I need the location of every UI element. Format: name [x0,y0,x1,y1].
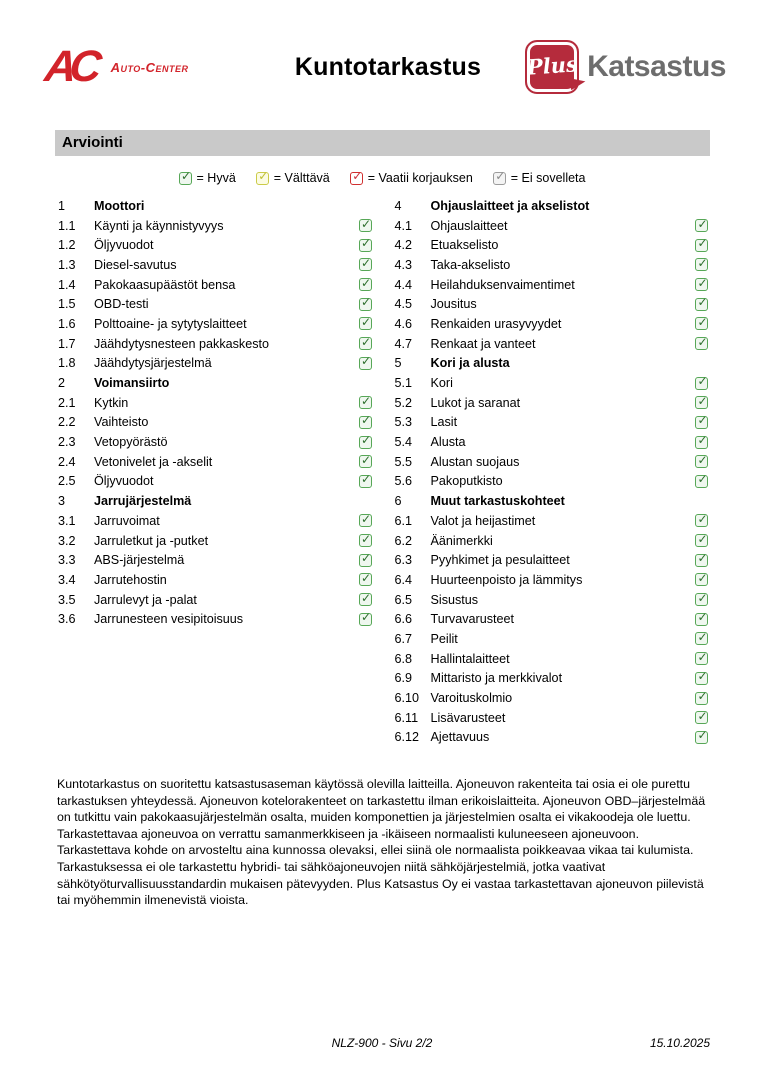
check-icon: ✓ [697,728,708,743]
item-number: 1.6 [58,316,76,331]
check-icon: ✓ [360,472,372,487]
checklist-row [58,314,374,334]
item-label: Heilahduksenvaimentimet [430,277,575,292]
status-checkbox-fair [256,169,269,185]
item-label: Jarruvoimat [94,513,160,528]
status-checkbox-good [359,590,372,606]
legend-label: = Ei sovelleta [510,171,586,185]
check-icon: ✓ [360,295,372,310]
checklist-column-right [395,196,711,747]
checklist-row [395,531,711,551]
page-header [42,36,726,98]
auto-center-logo-text: Auto-Center [110,59,189,75]
status-checkbox-good [695,669,708,685]
item-number: 3.5 [58,592,76,607]
checklist-row [395,314,711,334]
plus-badge-text: Plus [525,50,579,80]
item-label: Lukot ja saranat [430,395,521,410]
item-number: 1.8 [58,356,76,371]
status-checkbox-good [695,413,708,429]
check-icon: ✓ [360,255,372,270]
section-title: Kori ja alusta [430,356,510,371]
checklist-row [395,432,711,452]
status-checkbox-good [359,570,372,586]
item-number: 6.11 [394,710,419,725]
item-label: Polttoaine- ja sytytyslaitteet [94,316,247,331]
checklist-row [395,609,711,629]
auto-center-logo [42,42,245,91]
plus-badge-icon [525,40,579,94]
item-number: 6.1 [394,513,413,528]
checklist-row [58,216,374,236]
check-icon: ✓ [697,334,708,349]
check-icon: ✓ [697,708,708,723]
legend-label: = Välttävä [273,171,330,185]
checklist-row [58,550,374,570]
item-number: 5.4 [394,435,413,450]
status-checkbox-good [695,255,708,271]
check-icon: ✓ [360,511,372,526]
status-checkbox-good [695,314,708,330]
check-icon: ✓ [697,374,708,389]
checklist-row [395,235,711,255]
checklist-row [395,393,711,413]
item-label: Sisustus [430,592,479,607]
item-label: Taka-akselisto [430,257,511,272]
status-checkbox-good [359,610,372,626]
plus-katsastus-logo [525,40,726,94]
status-checkbox-good [359,413,372,429]
item-number: 6.6 [394,612,413,627]
check-icon: ✓ [360,354,372,369]
checklist-row [58,393,374,413]
disclaimer-text: Kuntotarkastus on suoritettu katsastusaseman käytössä olevilla laitteilla. Ajoneuvon rakenteita tai osia ei ole purettu tarkastuksen yhteydessä. Ajoneuvon kotelorakenteet on tarkastettu ilman erikoislaitteita. Ajoneuvon OBD–järjestelmää on tutkittu vain pakokaasujärjestelmän osalta, muiden komponettien ja järjestelmien osalta ei vikakoodeja ole luettu. Tarkastettavaa ajoneuvoa on verrattu samanmerkkiseen ja -ikäiseen normaalisti kuluneeseen ajoneuvoon. Tarkastettava kohde on arvosteltu aina kunnossa olevaksi, ellei siinä ole normaalista poikkeavaa vikaa tai kulumista. Tarkastuksessa ei ole tarkastettu hybridi- tai sähköajoneuvojen niitä sähköjärjestelmiä, jotka vaativat sähkötyöturvallisuusstandardin mukaisen pätevyyden. Plus Katsastus Oy ei vastaa tarkastettavan ajoneuvon piilevistä tai myöhemmin ilmenevistä vioista. [57,777,706,908]
status-checkbox-good [695,708,708,724]
checklist-row [58,413,374,433]
checklist-row [58,294,374,314]
check-icon: ✓ [697,393,708,408]
checklist-row [395,728,711,748]
item-label: Pyyhkimet ja pesulaitteet [430,553,570,568]
item-label: Ajettavuus [430,730,490,745]
section-row [58,373,374,393]
status-checkbox-good [695,590,708,606]
item-label: Mittaristo ja merkkivalot [430,671,563,686]
checklist-row [58,472,374,492]
legend-item-fair [256,171,330,185]
status-checkbox-good [359,393,372,409]
check-icon: ✓ [352,169,363,183]
checklist-row [58,590,374,610]
status-legend [0,171,764,185]
footer-date: 15.10.2025 [649,1036,710,1050]
section-number: 2 [58,376,66,391]
status-checkbox-good [695,275,708,291]
item-number: 1.5 [58,297,76,312]
section-title: Voimansiirto [94,376,170,391]
item-label: Turvavarusteet [430,612,515,627]
item-number: 5.1 [394,376,413,391]
status-checkbox-good [359,511,372,527]
auto-center-logo-mark: AC [42,42,98,91]
item-number: 1.3 [58,257,76,272]
status-checkbox-good [695,216,708,232]
status-checkbox-good [695,374,708,390]
item-number: 6.5 [394,592,413,607]
item-number: 2.3 [58,435,76,450]
status-checkbox-good [179,169,192,185]
checklist-row [395,275,711,295]
check-icon: ✓ [697,255,708,270]
check-icon: ✓ [360,413,372,428]
checklist-row [58,275,374,295]
check-icon: ✓ [360,570,372,585]
item-number: 2.5 [58,474,76,489]
check-icon: ✓ [697,570,708,585]
item-number: 3.3 [58,553,76,568]
item-number: 4.3 [394,257,413,272]
status-checkbox-good [359,334,372,350]
status-checkbox-good [695,531,708,547]
checklist-row [395,294,711,314]
check-icon: ✓ [697,629,708,644]
checklist-row [395,452,711,472]
checklist-row [395,688,711,708]
checklist-row [58,255,374,275]
item-label: Renkaat ja vanteet [430,336,536,351]
section-number: 4 [394,198,402,213]
checklist-row [58,334,374,354]
check-icon: ✓ [360,610,372,625]
status-checkbox-good [695,295,708,311]
check-icon: ✓ [360,216,372,231]
section-row [395,354,711,374]
item-number: 3.4 [58,572,76,587]
check-icon: ✓ [697,649,708,664]
check-icon: ✓ [697,551,708,566]
check-icon: ✓ [360,433,372,448]
status-checkbox-good [695,452,708,468]
check-icon: ✓ [697,610,708,625]
checklist-row [395,590,711,610]
checklist-row [58,432,374,452]
item-number: 5.3 [394,415,413,430]
checklist-row [395,629,711,649]
item-number: 1.4 [58,277,76,292]
check-icon: ✓ [360,393,372,408]
item-label: Alusta [430,435,466,450]
checklist-row [395,570,711,590]
check-icon: ✓ [697,511,708,526]
check-icon: ✓ [697,236,708,251]
item-number: 5.2 [394,395,413,410]
item-label: Pakoputkisto [430,474,503,489]
item-number: 6.7 [394,631,413,646]
item-label: Etuakselisto [430,238,499,253]
check-icon: ✓ [360,236,372,251]
check-icon: ✓ [360,590,372,605]
item-label: Valot ja heijastimet [430,513,536,528]
check-icon: ✓ [697,452,708,467]
item-label: Jäähdytysjärjestelmä [94,356,212,371]
check-icon: ✓ [360,314,372,329]
checklist-row [58,609,374,629]
item-label: Jarrutehostin [94,572,167,587]
status-checkbox-good [359,452,372,468]
check-icon: ✓ [697,689,708,704]
item-label: Jarrulevyt ja -palat [94,592,197,607]
section-number: 1 [58,198,66,213]
item-number: 2.4 [58,454,76,469]
checklist-row [395,669,711,689]
section-number: 5 [394,356,402,371]
item-number: 6.2 [394,533,413,548]
item-number: 6.3 [394,553,413,568]
checklist-row [58,452,374,472]
item-label: Äänimerkki [430,533,493,548]
item-label: Käynti ja käynnistyvyys [94,218,224,233]
section-title: Jarrujärjestelmä [94,494,192,509]
checklist-row [395,550,711,570]
checklist-column-left [58,196,374,747]
status-checkbox-good [695,472,708,488]
status-checkbox-good [359,551,372,567]
item-label: Kytkin [94,395,129,410]
item-label: Kori [430,376,453,391]
item-label: Lasit [430,415,458,430]
legend-item-good [179,171,236,185]
status-checkbox-good [695,551,708,567]
status-checkbox-good [695,511,708,527]
check-icon: ✓ [360,551,372,566]
status-checkbox-good [359,354,372,370]
section-title: Ohjauslaitteet ja akselistot [430,198,590,213]
item-label: Huurteenpoisto ja lämmitys [430,572,583,587]
status-checkbox-good [695,334,708,350]
checklist [58,196,710,747]
item-label: Hallintalaitteet [430,651,510,666]
item-number: 5.5 [394,454,413,469]
item-number: 4.4 [394,277,413,292]
item-label: Vaihteisto [94,415,149,430]
item-number: 4.1 [394,218,413,233]
check-icon: ✓ [495,169,506,183]
item-number: 1.2 [58,238,76,253]
status-checkbox-good [359,472,372,488]
legend-item-repair [350,171,473,185]
status-checkbox-good [359,216,372,232]
item-label: Jäähdytysnesteen pakkaskesto [94,336,270,351]
checklist-row [395,255,711,275]
section-header-arviointi: Arviointi [55,130,710,156]
status-checkbox-good [695,649,708,665]
item-number: 3.6 [58,612,76,627]
status-checkbox-repair [350,169,363,185]
item-label: Diesel-savutus [94,257,177,272]
item-number: 4.7 [394,336,413,351]
check-icon: ✓ [360,531,372,546]
status-checkbox-na [493,169,506,185]
item-number: 4.6 [394,316,413,331]
item-label: Jarrunesteen vesipitoisuus [94,612,244,627]
checklist-row [395,373,711,393]
checklist-row [395,413,711,433]
item-label: Lisävarusteet [430,710,506,725]
item-number: 6.9 [394,671,413,686]
item-label: Öljyvuodot [94,238,154,253]
check-icon: ✓ [697,590,708,605]
checklist-row [58,570,374,590]
item-number: 4.2 [394,238,413,253]
item-number: 5.6 [394,474,413,489]
item-label: Öljyvuodot [94,474,154,489]
item-number: 6.8 [394,651,413,666]
section-row [58,491,374,511]
checklist-row [58,354,374,374]
checklist-row [395,511,711,531]
status-checkbox-good [359,255,372,271]
item-number: 1.1 [58,218,76,233]
status-checkbox-good [695,728,708,744]
checklist-row [395,334,711,354]
item-number: 4.5 [394,297,413,312]
legend-label: = Vaatii korjauksen [367,171,473,185]
status-checkbox-good [359,236,372,252]
item-label: Jousitus [430,297,477,312]
status-checkbox-good [359,275,372,291]
item-label: Vetonivelet ja -akselit [94,454,213,469]
checklist-row [395,216,711,236]
section-row [395,196,711,216]
check-icon: ✓ [180,169,192,183]
item-label: Pakokaasupäästöt bensa [94,277,236,292]
check-icon: ✓ [697,275,708,290]
item-label: Renkaiden urasyvyydet [430,316,562,331]
item-number: 6.4 [394,572,413,587]
status-checkbox-good [359,314,372,330]
item-label: Vetopyörästö [94,435,168,450]
checklist-row [58,531,374,551]
check-icon: ✓ [697,472,708,487]
katsastus-logo-text: Katsastus [587,50,726,83]
item-number: 3.1 [58,513,76,528]
status-checkbox-good [359,531,372,547]
check-icon: ✓ [697,669,708,684]
section-title: Muut tarkastuskohteet [430,494,565,509]
status-checkbox-good [695,689,708,705]
item-number: 2.2 [58,415,76,430]
status-checkbox-good [695,433,708,449]
status-checkbox-good [695,236,708,252]
checklist-row [58,511,374,531]
item-label: Jarruletkut ja -putket [94,533,209,548]
item-label: Peilit [430,631,458,646]
checklist-row [395,649,711,669]
status-checkbox-good [695,570,708,586]
checklist-row [395,708,711,728]
item-number: 1.7 [58,336,76,351]
check-icon: ✓ [697,413,708,428]
check-icon: ✓ [360,334,372,349]
checklist-row [395,472,711,492]
check-icon: ✓ [697,295,708,310]
check-icon: ✓ [360,452,372,467]
section-number: 6 [394,494,402,509]
page-title: Kuntotarkastus [294,52,482,81]
check-icon: ✓ [697,314,708,329]
section-number: 3 [58,494,66,509]
status-checkbox-good [695,610,708,626]
status-checkbox-good [695,393,708,409]
legend-label: = Hyvä [196,171,236,185]
item-label: Alustan suojaus [430,454,520,469]
section-title: Moottori [94,198,145,213]
item-number: 6.10 [394,691,420,706]
item-number: 3.2 [58,533,76,548]
status-checkbox-good [695,629,708,645]
check-icon: ✓ [258,169,269,183]
check-icon: ✓ [697,531,708,546]
check-icon: ✓ [697,433,708,448]
check-icon: ✓ [360,275,372,290]
checklist-row [58,235,374,255]
status-checkbox-good [359,295,372,311]
footer-page-reference: NLZ-900 - Sivu 2/2 [331,1036,433,1050]
check-icon: ✓ [697,216,708,231]
item-label: ABS-järjestelmä [94,553,185,568]
item-number: 2.1 [58,395,76,410]
item-label: OBD-testi [94,297,149,312]
item-number: 6.12 [394,730,420,745]
item-label: Varoituskolmio [430,691,513,706]
status-checkbox-good [359,433,372,449]
item-label: Ohjauslaitteet [430,218,508,233]
section-row [395,491,711,511]
section-row [58,196,374,216]
legend-item-na [493,171,586,185]
